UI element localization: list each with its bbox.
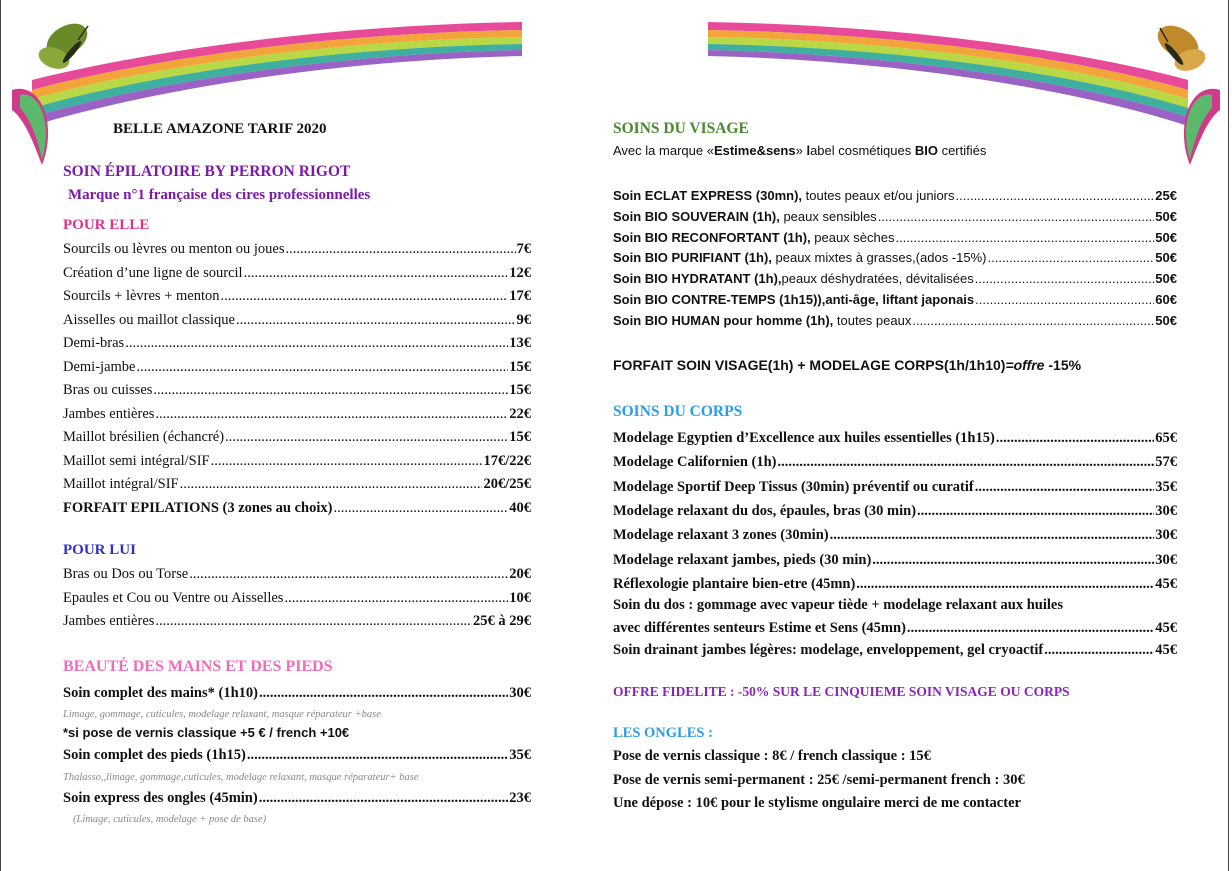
item-price: 30€ bbox=[1155, 502, 1177, 519]
item-name: Soin ECLAT EXPRESS (30mn), bbox=[613, 188, 803, 203]
item-label: Demi-jambe bbox=[63, 358, 136, 375]
item-label bbox=[613, 208, 877, 226]
dot-leader bbox=[244, 264, 509, 282]
price-row-corps bbox=[613, 478, 1177, 496]
dot-leader bbox=[975, 478, 1155, 496]
item-label: Bras ou cuisses bbox=[63, 382, 153, 398]
item-price: 15€ bbox=[509, 382, 531, 398]
price-row-elle bbox=[63, 358, 531, 376]
item-price: 17€/22€ bbox=[483, 452, 531, 469]
item-price: 50€ bbox=[1155, 250, 1177, 266]
price-row-visage bbox=[613, 229, 1177, 247]
dot-leader bbox=[856, 575, 1154, 593]
heading-soins-visage: SOINS DU VISAGE bbox=[613, 120, 749, 137]
item-label bbox=[613, 270, 974, 288]
item-label: Modelage relaxant 3 zones (30min) bbox=[613, 527, 829, 544]
item-price: 60€ bbox=[1155, 292, 1177, 307]
item-price: 57€ bbox=[1155, 454, 1177, 471]
price-row-elle bbox=[63, 381, 531, 399]
item-price: 20€/25€ bbox=[483, 476, 531, 492]
item-price: 35€ bbox=[1155, 478, 1177, 495]
soin-dos-line1: Soin du dos : gommage avec vapeur tiède + modelage relaxant aux huiles bbox=[613, 597, 1063, 613]
forfait-discount: -15% bbox=[1044, 357, 1082, 373]
dot-leader bbox=[917, 502, 1154, 520]
heading-ongles: LES ONGLES : bbox=[613, 725, 713, 741]
item-label: Modelage Californien (1h) bbox=[613, 454, 777, 471]
heading-pour-lui: POUR LUI bbox=[63, 542, 136, 558]
item-price: 50€ bbox=[1155, 208, 1177, 224]
price-row-elle bbox=[63, 287, 531, 305]
rainbow-ribbon-left bbox=[12, 0, 522, 170]
dot-leader bbox=[180, 475, 483, 493]
item-price: 30€ bbox=[1155, 527, 1177, 544]
dot-leader bbox=[259, 684, 508, 702]
item-label: Jambes entières bbox=[63, 405, 155, 422]
price-row-elle bbox=[63, 334, 531, 352]
dot-leader bbox=[259, 789, 509, 807]
price-row-express bbox=[63, 789, 531, 807]
page-edge-right bbox=[1228, 0, 1229, 871]
item-label bbox=[613, 312, 911, 330]
dot-leader bbox=[895, 229, 1154, 247]
item-label: Sourcils ou lèvres ou menton ou joues bbox=[63, 241, 285, 257]
dot-leader bbox=[286, 240, 516, 258]
price-row-elle bbox=[63, 264, 531, 282]
item-label bbox=[613, 229, 894, 247]
dot-leader bbox=[236, 311, 516, 329]
dot-leader bbox=[247, 746, 508, 764]
item-label: Modelage relaxant jambes, pieds (30 min) bbox=[613, 551, 872, 568]
item-price: 25€ à 29€ bbox=[473, 613, 531, 629]
item-price: 15€ bbox=[509, 358, 531, 375]
item-desc: toutes peaux bbox=[833, 312, 912, 328]
price-row-elle bbox=[63, 405, 531, 423]
dot-leader bbox=[125, 334, 508, 352]
item-label: Bras ou Dos ou Torse bbox=[63, 566, 189, 582]
item-name: Soin BIO CONTRE-TEMPS (1h15)),anti-âge, liftant japonais bbox=[613, 292, 975, 307]
ongles-line1: Pose de vernis classique : 8€ / french classique : 15€ bbox=[613, 748, 931, 764]
item-price: 50€ bbox=[1155, 271, 1177, 287]
item-label: FORFAIT EPILATIONS (3 zones au choix) bbox=[63, 499, 333, 516]
item-label: Soin complet des mains* (1h10) bbox=[63, 685, 258, 701]
price-row-corps bbox=[613, 453, 1177, 471]
dot-leader bbox=[907, 619, 1154, 637]
item-label bbox=[613, 249, 987, 267]
forfait-main: FORFAIT SOIN VISAGE(1h) + MODELAGE CORPS(1h/1h10) bbox=[613, 357, 1006, 373]
item-label: avec différentes senteurs Estime et Sens (45mn) bbox=[613, 620, 906, 636]
item-label bbox=[613, 291, 974, 309]
item-price: 22€ bbox=[509, 405, 531, 422]
intro-end: certifiés bbox=[937, 143, 987, 158]
dot-leader bbox=[211, 452, 483, 470]
item-price: 45€ bbox=[1155, 620, 1177, 636]
dot-leader bbox=[333, 499, 508, 517]
item-desc: peaux sensibles bbox=[779, 208, 877, 224]
price-row-lui bbox=[63, 565, 531, 583]
page-title: BELLE AMAZONE TARIF 2020 bbox=[113, 121, 327, 137]
dot-leader bbox=[975, 270, 1155, 288]
intro-bio: BIO bbox=[914, 143, 938, 158]
item-price: 10€ bbox=[509, 589, 531, 606]
item-name: Soin BIO RECONFORTANT (1h), bbox=[613, 229, 811, 245]
item-label: Epaules et Cou ou Ventre ou Aisselles bbox=[63, 589, 284, 606]
item-price: 30€ bbox=[509, 685, 531, 701]
item-price: 15€ bbox=[509, 429, 531, 445]
price-row-lui bbox=[63, 589, 531, 607]
price-row-visage bbox=[613, 312, 1177, 330]
dot-leader bbox=[878, 208, 1155, 226]
price-row-corps bbox=[613, 526, 1177, 544]
item-label: Création d’une ligne de sourcil bbox=[63, 264, 243, 281]
price-row-visage bbox=[613, 270, 1177, 288]
item-price: 50€ bbox=[1155, 312, 1177, 328]
ongles-line2: Pose de vernis semi-permanent : 25€ /semi-permanent french : 30€ bbox=[613, 772, 1025, 788]
dot-leader bbox=[872, 551, 1154, 569]
item-label: Sourcils + lèvres + menton bbox=[63, 288, 220, 304]
dot-leader bbox=[189, 565, 508, 583]
item-price: 9€ bbox=[516, 311, 531, 328]
price-row-lui bbox=[63, 612, 531, 630]
forfait-visage-corps bbox=[613, 356, 1081, 374]
item-label bbox=[613, 187, 955, 205]
item-desc: peaux mixtes à grasses,(ados -15%) bbox=[771, 250, 987, 266]
price-row-visage bbox=[613, 187, 1177, 205]
item-desc: toutes peaux et/ou juniors bbox=[802, 188, 955, 203]
section-subtitle-brand: Marque n°1 française des cires professionnelles bbox=[68, 187, 371, 203]
dot-leader bbox=[975, 291, 1154, 309]
item-label: Modelage relaxant du dos, épaules, bras (30 min) bbox=[613, 502, 917, 519]
dot-leader bbox=[778, 453, 1155, 471]
item-price: 35€ bbox=[509, 747, 531, 763]
item-desc: peaux déshydratées, dévitalisées bbox=[781, 271, 974, 287]
item-label: Demi-bras bbox=[63, 335, 125, 351]
item-label: Soin complet des pieds (1h15) bbox=[63, 747, 246, 763]
item-price: 7€ bbox=[516, 241, 531, 257]
item-price: 40€ bbox=[509, 499, 531, 516]
item-name: Soin BIO HYDRATANT (1h), bbox=[613, 271, 782, 287]
dot-leader bbox=[1044, 641, 1154, 659]
dot-leader bbox=[912, 312, 1154, 330]
note-express: (Limage, cuticules, modelage + pose de base) bbox=[73, 814, 267, 825]
item-label: Soin drainant jambes légères: modelage, enveloppement, gel cryoactif bbox=[613, 642, 1044, 658]
price-row-elle bbox=[63, 475, 531, 493]
item-name: Soin BIO HUMAN pour homme (1h), bbox=[613, 312, 834, 328]
item-price: 13€ bbox=[509, 335, 531, 351]
price-row-visage bbox=[613, 249, 1177, 267]
item-name: Soin BIO PURIFIANT (1h), bbox=[613, 250, 772, 266]
item-label: Modelage Sportif Deep Tissus (30min) préventif ou curatif bbox=[613, 478, 974, 495]
dot-leader bbox=[225, 428, 508, 446]
note-pieds: Thalasso,,limage, gommage,cuticules, modelage relaxant, masque réparateur+ base bbox=[63, 772, 419, 783]
intro-brand: Estime&sens bbox=[713, 143, 796, 158]
item-label: Jambes entières bbox=[63, 613, 155, 629]
dot-leader bbox=[284, 589, 508, 607]
item-price: 50€ bbox=[1155, 229, 1177, 245]
item-price: 45€ bbox=[1155, 642, 1177, 658]
intro-label-l: l bbox=[806, 143, 811, 158]
dot-leader bbox=[155, 405, 508, 423]
price-row-soin-dos bbox=[613, 619, 1177, 637]
price-row-corps bbox=[613, 429, 1177, 447]
price-row-elle bbox=[63, 499, 531, 517]
intro-prefix: Avec la marque « bbox=[613, 143, 714, 158]
price-row-corps bbox=[613, 551, 1177, 569]
price-row-elle bbox=[63, 240, 531, 258]
item-label: Aisselles ou maillot classique bbox=[63, 311, 235, 328]
item-label: Soin express des ongles (45min) bbox=[63, 790, 258, 806]
heading-soins-corps: SOINS DU CORPS bbox=[613, 403, 743, 420]
item-price: 30€ bbox=[1155, 551, 1177, 568]
intro-rest: abel cosmétiques bbox=[810, 143, 915, 158]
price-row-visage bbox=[613, 291, 1177, 309]
page-edge-left bbox=[0, 0, 1, 871]
note-mains: Limage, gommage, cuticules, modelage relaxant, masque réparateur +base bbox=[63, 709, 381, 720]
item-price: 20€ bbox=[509, 566, 531, 582]
price-row-corps bbox=[613, 575, 1177, 593]
ongles-line3: Une dépose : 10€ pour le stylisme ongulaire merci de me contacter bbox=[613, 795, 1021, 811]
item-price: 25€ bbox=[1155, 188, 1177, 203]
price-row-elle bbox=[63, 428, 531, 446]
price-row-elle bbox=[63, 311, 531, 329]
dot-leader bbox=[153, 381, 508, 399]
item-name: Soin BIO SOUVERAIN (1h), bbox=[613, 208, 780, 224]
dot-leader bbox=[956, 187, 1155, 205]
item-label: Maillot semi intégral/SIF bbox=[63, 452, 210, 469]
item-price: 45€ bbox=[1155, 575, 1177, 592]
item-price: 23€ bbox=[509, 790, 531, 806]
item-price: 17€ bbox=[509, 288, 531, 304]
item-price: 12€ bbox=[509, 264, 531, 281]
heading-mains-pieds: BEAUTÉ DES MAINS ET DES PIEDS bbox=[63, 658, 333, 675]
price-row-elle bbox=[63, 452, 531, 470]
item-label: Modelage Egyptien d’Excellence aux huiles essentielles (1h15) bbox=[613, 430, 995, 446]
intro-mid: » bbox=[795, 143, 807, 158]
butterfly-right bbox=[1152, 19, 1209, 75]
dot-leader bbox=[155, 612, 472, 630]
visage-intro bbox=[613, 142, 986, 160]
dot-leader bbox=[221, 287, 509, 305]
item-label: Réflexologie plantaire bien-etre (45mn) bbox=[613, 575, 856, 592]
heading-pour-elle: POUR ELLE bbox=[63, 217, 150, 233]
item-label: Maillot intégral/SIF bbox=[63, 476, 179, 492]
option-mains: *si pose de vernis classique +5 € / french +10€ bbox=[63, 725, 350, 740]
price-row-visage bbox=[613, 208, 1177, 226]
item-label: Maillot brésilien (échancré) bbox=[63, 429, 225, 445]
dot-leader bbox=[996, 429, 1154, 447]
dot-leader bbox=[988, 249, 1155, 267]
dot-leader bbox=[830, 526, 1155, 544]
forfait-offer: =offre bbox=[1005, 357, 1045, 373]
offre-fidelite: OFFRE FIDELITE : -50% SUR LE CINQUIEME SOIN VISAGE OU CORPS bbox=[613, 684, 1070, 699]
item-price: 65€ bbox=[1155, 430, 1177, 446]
butterfly-left bbox=[36, 17, 94, 73]
section-title-epilation: SOIN ÉPILATOIRE BY PERRON RIGOT bbox=[63, 163, 351, 180]
dot-leader bbox=[136, 358, 508, 376]
price-row-mains bbox=[63, 684, 531, 702]
item-desc: peaux sèches bbox=[810, 229, 895, 245]
price-row-drainant bbox=[613, 641, 1177, 659]
price-row-corps bbox=[613, 502, 1177, 520]
price-row-pieds bbox=[63, 746, 531, 764]
